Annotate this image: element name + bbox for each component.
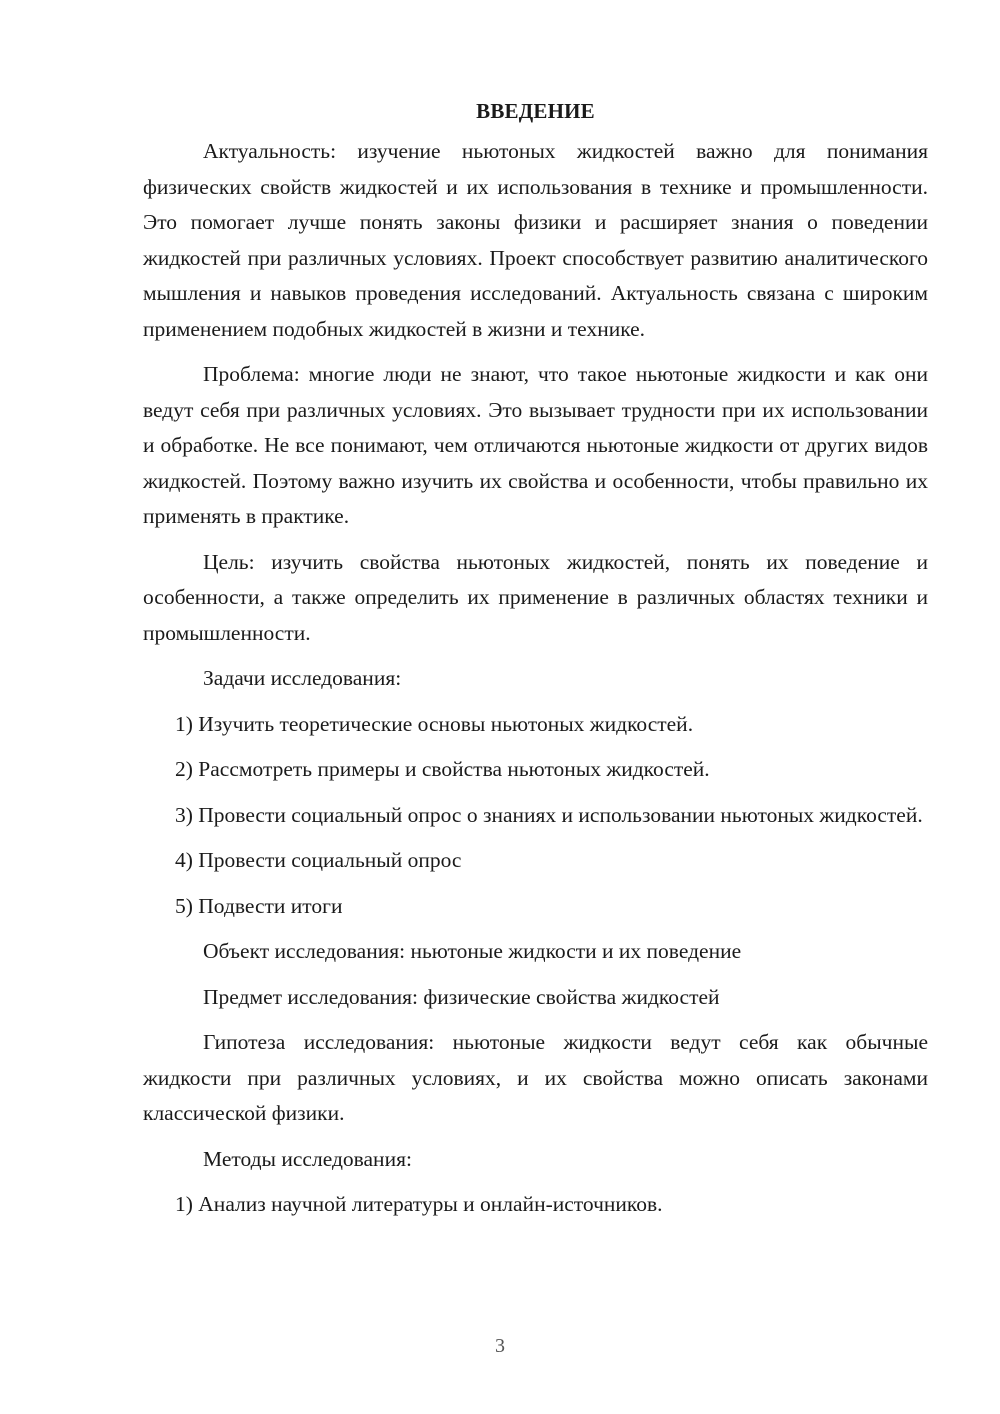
task-item-5: 5) Подвести итоги <box>175 893 343 918</box>
hypothesis-paragraph: Гипотеза исследования: ньютоные жидкости ведут себя как обычные жидкости при различных условиях, и их свойства можно описать законами классической физики. <box>143 1030 928 1125</box>
page-number: 3 <box>495 1335 505 1357</box>
task-item-2: 2) Рассмотреть примеры и свойства ньютоных жидкостей. <box>175 757 710 781</box>
document-page <box>143 98 928 1233</box>
object-paragraph: Объект исследования: ньютоные жидкости и их поведение <box>203 939 742 963</box>
methods-heading: Методы исследования: <box>203 1146 412 1171</box>
task-item-3: 3) Провести социальный опрос о знаниях и использовании ньютоных жидкостей. <box>175 802 923 827</box>
task-item-4: 4) Провести социальный опрос <box>175 848 462 872</box>
relevance-paragraph: Актуальность: изучение ньютоных жидкостей важно для понимания физических свойств жидкостей и их использования в технике и промышленности. Это помогает лучше понять законы физики и расширяет знания о поведении жидкостей при различных условиях. Проект способствует развитию аналитического мышления и навыков проведения исследований. Актуальность связана с широким применением подобных жидкостей в жизни и технике. <box>143 139 928 341</box>
method-item-1: 1) Анализ научной литературы и онлайн-источников. <box>175 1192 663 1216</box>
problem-paragraph: Проблема: многие люди не знают, что такое ньютоные жидкости и как они ведут себя при различных условиях. Это вызывает трудности при их использовании и обработке. Не все понимают, чем отличаются ньютоные жидкости от других видов жидкостей. Поэтому важно изучить их свойства и особенности, чтобы правильно их применять в практике. <box>143 362 928 528</box>
goal-paragraph: Цель: изучить свойства ньютоных жидкостей, понять их поведение и особенности, а также определить их применение в различных областях техники и промышленности. <box>143 549 928 645</box>
section-title: ВВЕДЕНИЕ <box>476 99 595 123</box>
tasks-heading: Задачи исследования: <box>203 666 402 690</box>
subject-paragraph: Предмет исследования: физические свойства жидкостей <box>203 984 720 1009</box>
task-item-1: 1) Изучить теоретические основы ньютоных жидкостей. <box>175 711 694 736</box>
